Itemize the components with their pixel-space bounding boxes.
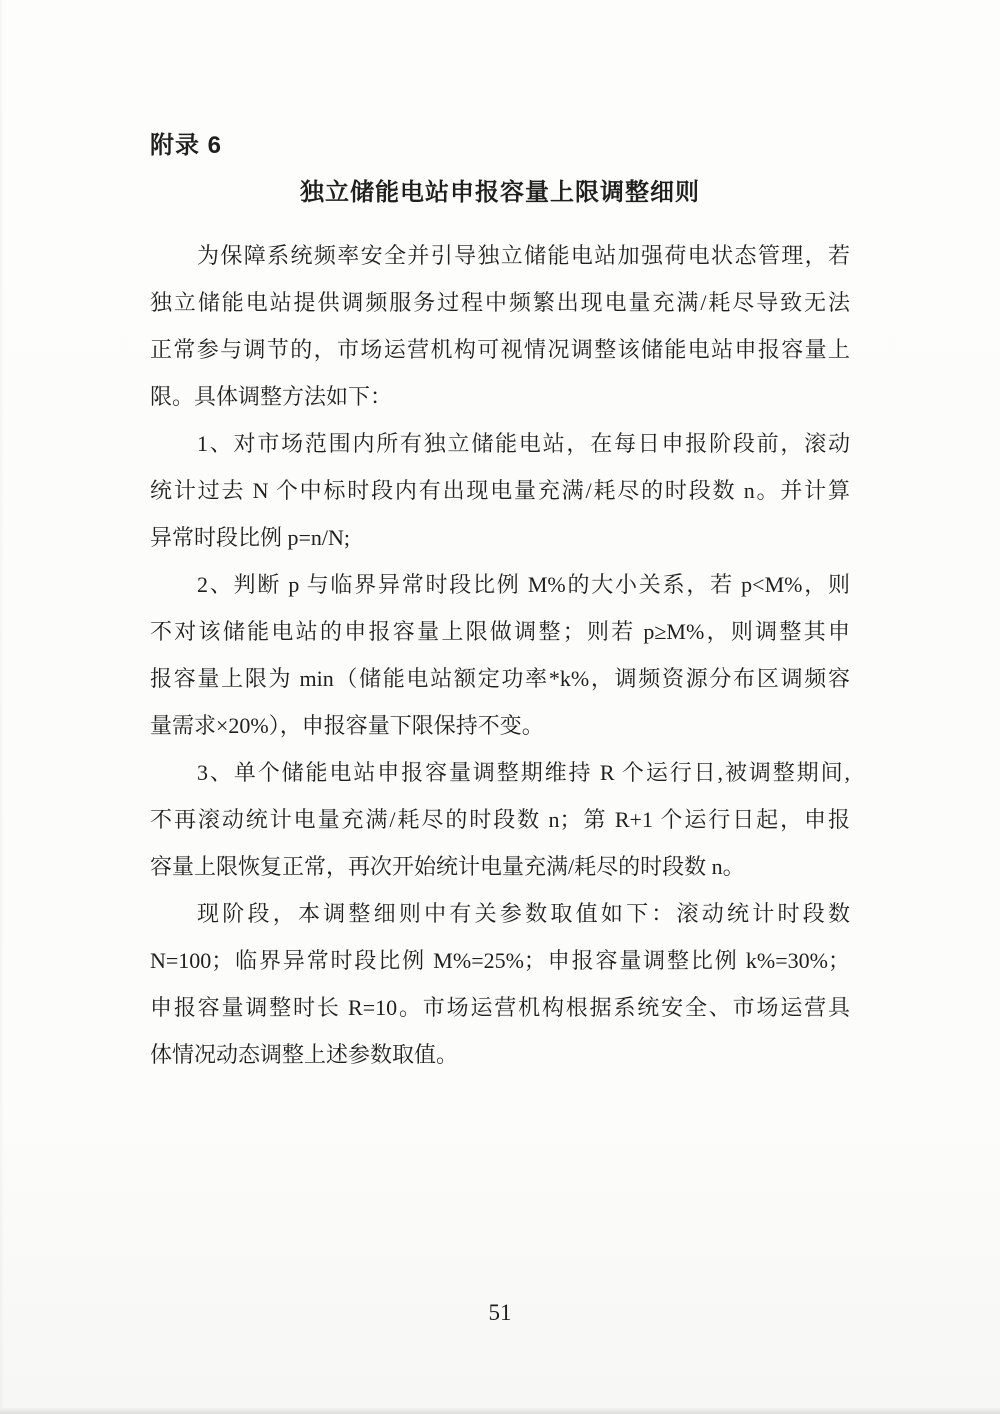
appendix-label: 附录 6 [150, 132, 223, 159]
body-line: 报容量上限为 min（储能电站额定功率*k%，调频资源分布区调频容 [150, 666, 850, 691]
body-line: 独立储能电站提供调频服务过程中频繁出现电量充满/耗尽导致无法 [150, 290, 850, 315]
body-line: 现阶段，本调整细则中有关参数取值如下：滚动统计时段数 [197, 901, 850, 926]
scan-edge-shade [0, 0, 4, 1414]
document-body [150, 232, 850, 1078]
body-line: 不再滚动统计电量充满/耗尽的时段数 n；第 R+1 个运行日起，申报 [150, 807, 850, 832]
body-line: 容量上限恢复正常，再次开始统计电量充满/耗尽的时段数 n。 [150, 854, 745, 879]
body-line: 限。具体调整方法如下： [150, 384, 393, 409]
body-line: 1、对市场范围内所有独立储能电站，在每日申报阶段前，滚动 [197, 431, 850, 456]
body-line: 正常参与调节的，市场运营机构可视情况调整该储能电站申报容量上 [150, 337, 850, 362]
body-line: 不对该储能电站的申报容量上限做调整；则若 p≥M%，则调整其申 [150, 619, 850, 644]
body-line: 为保障系统频率安全并引导独立储能电站加强荷电状态管理，若 [197, 243, 850, 268]
body-line: 量需求×20%），申报容量下限保持不变。 [150, 713, 544, 738]
scan-bottom-edge [0, 1408, 1000, 1414]
body-line: 2、判断 p 与临界异常时段比例 M%的大小关系，若 p<M%，则 [197, 572, 850, 597]
body-line: 统计过去 N 个中标时段内有出现电量充满/耗尽的时段数 n。并计算 [150, 478, 850, 503]
body-line: 体情况动态调整上述参数取值。 [150, 1042, 459, 1067]
body-line: N=100；临界异常时段比例 M%=25%；申报容量调整比例 k%=30%； [150, 948, 850, 973]
body-line: 3、单个储能电站申报容量调整期维持 R 个运行日,被调整期间, [197, 760, 850, 785]
body-line: 申报容量调整时长 R=10。市场运营机构根据系统安全、市场运营具 [150, 995, 850, 1020]
body-line: 异常时段比例 p=n/N; [150, 525, 351, 550]
page-title: 独立储能电站申报容量上限调整细则 [300, 179, 700, 206]
page-number: 51 [488, 1300, 512, 1325]
